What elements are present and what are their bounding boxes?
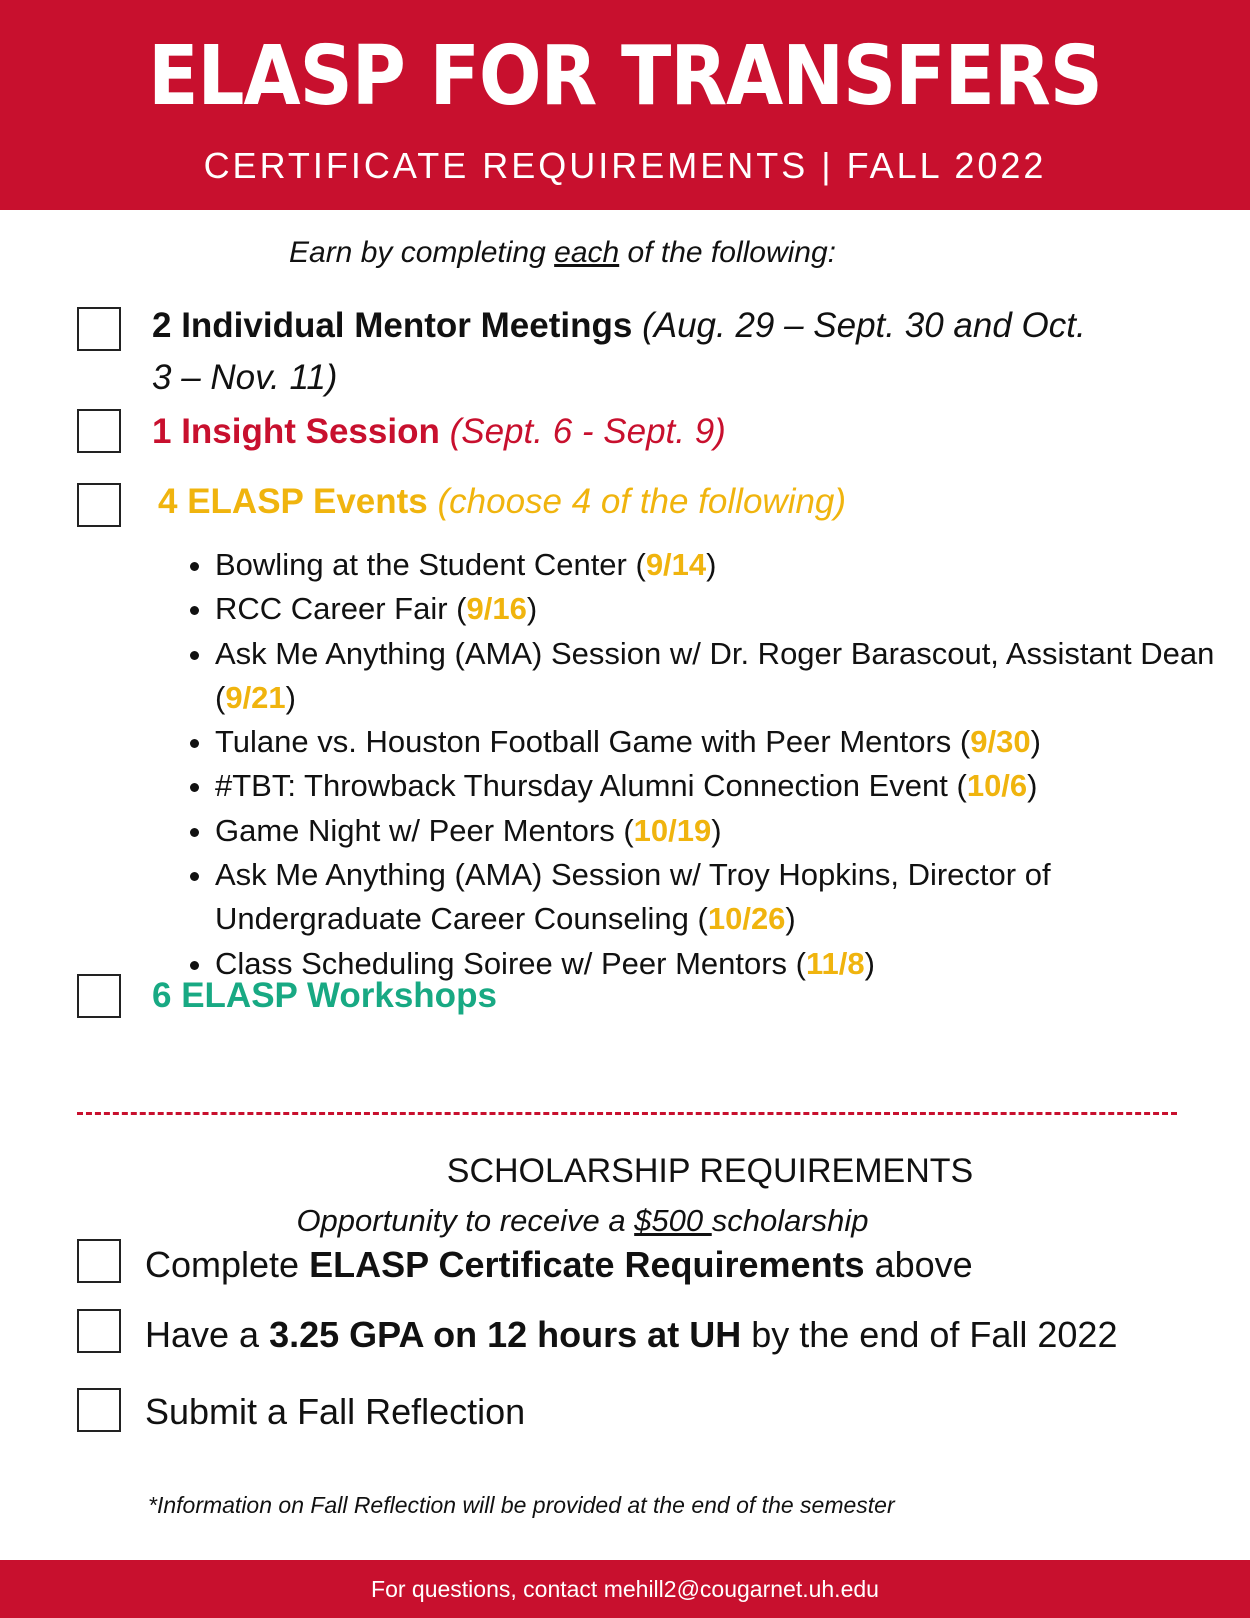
checkbox-insight-session[interactable] <box>77 409 121 453</box>
elasp-events-note: (choose 4 of the following) <box>437 482 847 521</box>
event-date: 10/19 <box>633 812 712 848</box>
elasp-events-label: 4 ELASP Events <box>158 482 428 521</box>
list-item: • Ask Me Anything (AMA) Session w/ Troy Hopkins, Director of Undergraduate Career Counseling (10/26) <box>215 853 1215 942</box>
checkbox-elasp-events[interactable] <box>77 483 121 527</box>
intro-text <box>0 236 1125 270</box>
list-item: • Class Scheduling Soiree w/ Peer Mentors (11/8) <box>215 942 1215 986</box>
checkbox-complete-certificate[interactable] <box>77 1239 121 1283</box>
list-item: • Ask Me Anything (AMA) Session w/ Dr. Roger Barascout, Assistant Dean (9/21) <box>215 632 1215 721</box>
event-date: 9/16 <box>466 591 527 627</box>
checkbox-mentor-meetings[interactable] <box>77 307 121 351</box>
list-item: • Bowling at the Student Center (9/14) <box>215 543 1215 587</box>
checkbox-elasp-workshops[interactable] <box>77 974 121 1018</box>
section-divider <box>77 1112 1177 1115</box>
event-date: 10/26 <box>707 901 786 937</box>
scholarship-item-certificate: Complete ELASP Certificate Requirements above <box>145 1244 973 1285</box>
reflection-note: *Information on Fall Reflection will be provided at the end of the semester <box>148 1492 895 1518</box>
header-banner <box>0 0 1250 210</box>
elasp-workshops-label: 6 ELASP Workshops <box>152 976 497 1015</box>
event-date: 11/8 <box>805 945 865 981</box>
page-title: ELASP FOR TRANSFERS <box>148 29 1102 124</box>
event-date: 9/21 <box>225 679 286 715</box>
item-elasp-events <box>158 476 846 528</box>
event-date: 9/14 <box>645 547 707 582</box>
event-date: 10/6 <box>966 768 1028 804</box>
insight-session-label: 1 Insight Session <box>152 412 440 451</box>
item-elasp-workshops <box>152 970 497 1022</box>
item-mentor-meetings <box>152 300 1112 404</box>
list-item: • #TBT: Throwback Thursday Alumni Connection Event (10/6) <box>215 764 1215 808</box>
item-insight-session <box>152 406 726 458</box>
footer-contact: For questions, contact mehill2@cougarnet.uh.edu <box>371 1576 879 1602</box>
footer-banner <box>0 1560 1250 1618</box>
mentor-meetings-label: 2 Individual Mentor Meetings <box>152 306 633 345</box>
intro-before: Earn by completing <box>289 236 555 269</box>
intro-after: of the following: <box>619 236 836 269</box>
checkbox-fall-reflection[interactable] <box>77 1388 121 1432</box>
intro-emphasis: each <box>554 236 620 269</box>
page-subtitle: CERTIFICATE REQUIREMENTS | FALL 2022 <box>203 145 1047 186</box>
event-date: 9/30 <box>970 724 1031 760</box>
list-item: • RCC Career Fair (9/16) <box>215 587 1215 631</box>
insight-session-dates: (Sept. 6 - Sept. 9) <box>449 412 726 451</box>
scholarship-item-reflection: Submit a Fall Reflection <box>145 1391 526 1432</box>
mentor-meetings-dates: (Aug. 29 – Sept. 30 and Oct. 3 – Nov. 11) <box>152 306 1086 397</box>
checkbox-gpa[interactable] <box>77 1309 121 1353</box>
events-list <box>175 543 1215 986</box>
scholarship-subtitle: Opportunity to receive a $500 scholarship <box>296 1203 869 1238</box>
scholarship-amount: $500 <box>634 1203 712 1238</box>
list-item: • Tulane vs. Houston Football Game with Peer Mentors (9/30) <box>215 720 1215 764</box>
scholarship-item-gpa: Have a 3.25 GPA on 12 hours at UH by the end of Fall 2022 <box>145 1314 1118 1355</box>
list-item: • Game Night w/ Peer Mentors (10/19) <box>215 809 1215 853</box>
scholarship-title: SCHOLARSHIP REQUIREMENTS <box>446 1152 974 1190</box>
